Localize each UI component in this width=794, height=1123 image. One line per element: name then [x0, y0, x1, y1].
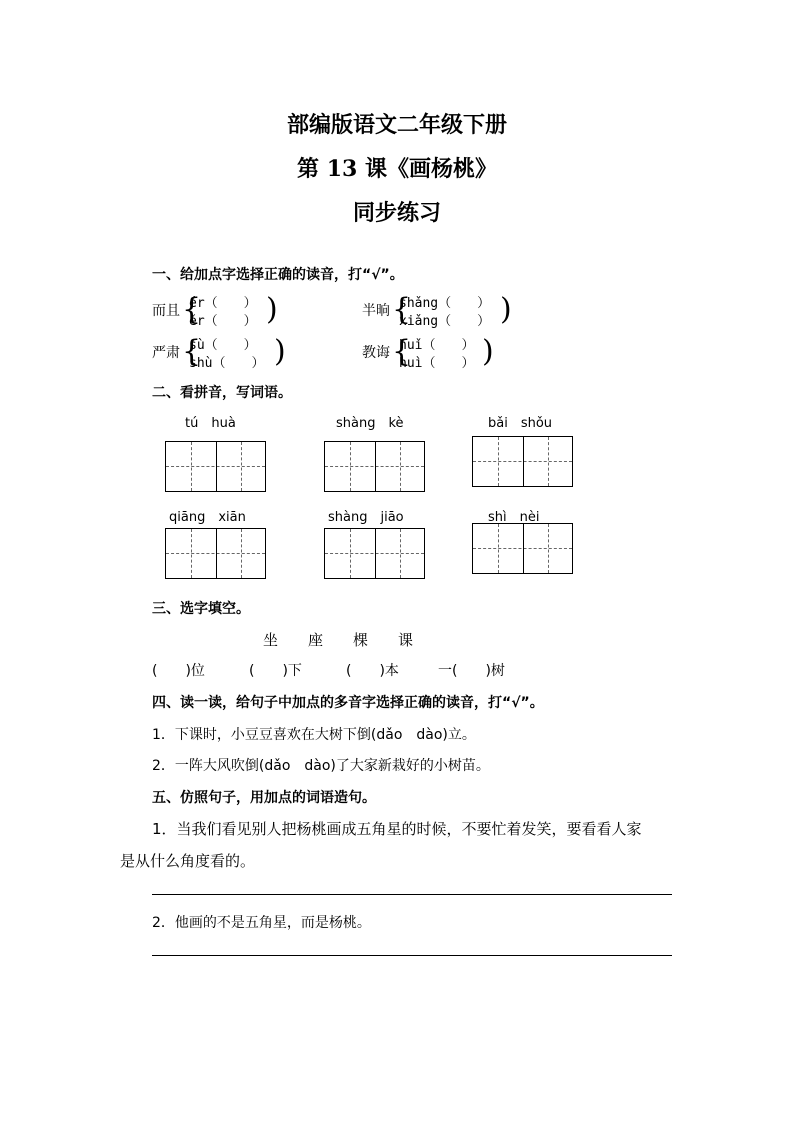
- question-5-1-line1: 1．当我们看见别人把杨桃画成五角星的时候，不要忙着发笑，要看看人家: [152, 820, 642, 838]
- option-b[interactable]: ěr（ ）: [189, 314, 257, 329]
- option-b[interactable]: xiǎng（ ）: [399, 314, 491, 329]
- section-1-heading: 一、给加点字选择正确的读音，打“√”。: [152, 267, 404, 283]
- answer-line-2[interactable]: [152, 955, 672, 956]
- fill-blank-1[interactable]: ( )位: [152, 663, 205, 679]
- worksheet-subtitle: 同步练习: [352, 200, 441, 226]
- writing-grid[interactable]: [472, 436, 573, 487]
- fill-blank-3[interactable]: ( )本: [346, 663, 399, 679]
- option-b[interactable]: huì（ ）: [399, 356, 475, 371]
- item-word: 半晌: [362, 303, 390, 319]
- pinyin-label: qiāng xiān: [169, 510, 246, 525]
- bracket-icon: ): [482, 334, 494, 369]
- bracket-icon: ): [500, 292, 512, 327]
- option-a[interactable]: huǐ（ ）: [399, 338, 475, 353]
- option-a[interactable]: shǎng（ ）: [399, 296, 491, 311]
- section-2-heading: 二、看拼音，写词语。: [152, 385, 292, 401]
- pinyin-label: shàng jiāo: [328, 510, 404, 525]
- section-3-heading: 三、选字填空。: [152, 601, 250, 617]
- question-4-2: 2．一阵大风吹倒(dǎo dào)了大家新栽好的小树苗。: [152, 758, 490, 774]
- item-word: 教诲: [362, 345, 390, 361]
- pinyin-label: tú huà: [185, 416, 236, 431]
- brace-icon: {: [182, 292, 202, 327]
- pinyin-label: shì nèi: [488, 510, 540, 525]
- writing-grid[interactable]: [472, 523, 573, 574]
- item-word: 而且: [152, 303, 180, 319]
- writing-grid[interactable]: [324, 528, 425, 579]
- option-b[interactable]: shù（ ）: [189, 356, 265, 371]
- question-4-1: 1．下课时，小豆豆喜欢在大树下倒(dǎo dào)立。: [152, 727, 476, 743]
- question-5-1-line2: 是从什么角度看的。: [120, 852, 256, 870]
- bracket-icon: ): [274, 334, 286, 369]
- item-word: 严肃: [152, 345, 180, 361]
- character-choices: 坐 座 棵 课: [263, 631, 414, 649]
- pinyin-label: bǎi shǒu: [488, 416, 553, 431]
- brace-icon: {: [392, 292, 412, 327]
- brace-icon: {: [392, 334, 412, 369]
- section-4-heading: 四、读一读，给句子中加点的多音字选择正确的读音，打“√”。: [152, 695, 544, 711]
- fill-blank-4[interactable]: 一( )树: [438, 663, 505, 679]
- answer-line-1[interactable]: [152, 894, 672, 895]
- writing-grid[interactable]: [324, 441, 425, 492]
- question-5-2: 2．他画的不是五角星，而是杨桃。: [152, 915, 371, 931]
- pinyin-label: shàng kè: [336, 416, 404, 431]
- brace-icon: {: [182, 334, 202, 369]
- worksheet-title: 部编版语文二年级下册: [286, 112, 507, 138]
- fill-blank-2[interactable]: ( )下: [249, 663, 302, 679]
- option-a[interactable]: sù（ ）: [189, 338, 257, 353]
- section-5-heading: 五、仿照句子，用加点的词语造句。: [152, 790, 376, 806]
- bracket-icon: ): [266, 292, 278, 327]
- lesson-title: 第 13 课《画杨桃》: [297, 156, 497, 182]
- option-a[interactable]: ér（ ）: [189, 296, 257, 311]
- writing-grid[interactable]: [165, 441, 266, 492]
- writing-grid[interactable]: [165, 528, 266, 579]
